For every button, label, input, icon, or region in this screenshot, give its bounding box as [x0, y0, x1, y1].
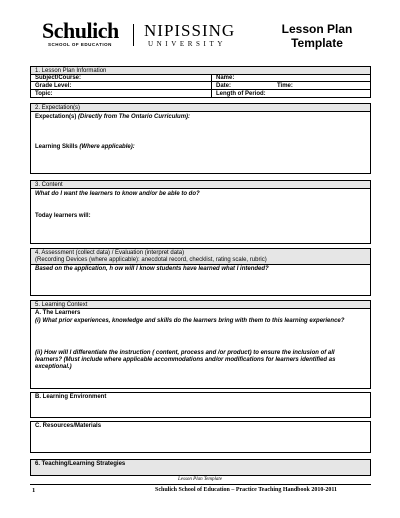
- prior-experience-question: (i) What prior experiences, knowledge and skills do the learners bring with them to this learning experience?: [35, 318, 345, 324]
- learning-skills-line: [35, 144, 135, 151]
- section-4-heading: [30, 248, 371, 265]
- time-label: Time:: [277, 83, 293, 89]
- length-of-period-label: Length of Period:: [216, 91, 266, 97]
- page-title: [272, 22, 362, 50]
- learning-skills-note: (Where applicable):: [79, 144, 135, 150]
- logo-divider: [133, 24, 134, 46]
- expectations-box: [30, 111, 371, 174]
- expectations-line: [35, 114, 190, 121]
- resources-box: [30, 421, 371, 453]
- learning-skills-label: Learning Skills: [35, 144, 78, 150]
- schulich-logo-subtitle: SCHOOL OF EDUCATION: [48, 42, 112, 47]
- info-row-grade: [30, 82, 371, 90]
- footer-template-label: Lesson Plan Template: [178, 477, 222, 482]
- nipissing-logo-subtitle: UNIVERSITY: [148, 40, 226, 48]
- page-number: 1: [32, 487, 36, 494]
- differentiate-question-line-3: exceptional.): [35, 364, 72, 370]
- subject-course-label: Subject/Course:: [35, 75, 82, 81]
- section-6-heading: [30, 459, 371, 476]
- name-label: Name:: [216, 75, 235, 81]
- resources-title: C. Resources/Materials: [35, 423, 102, 429]
- expectations-label: Expectation(s): [35, 114, 77, 120]
- learning-environment-title: B. Learning Environment: [35, 394, 107, 400]
- assessment-heading-line-1: 4. Assessment (collect data) / Evaluation (interpret data): [35, 250, 185, 256]
- learners-title: A. The Learners: [35, 310, 81, 316]
- assessment-heading-line-2: (Recording Devices (where applicable): anecdotal record, checklist, rating scale, rubric): [35, 257, 267, 263]
- content-box: [30, 188, 371, 244]
- assessment-box: [30, 264, 371, 296]
- expectations-note: (Directly from The Ontario Curriculum):: [78, 114, 191, 120]
- title-line-1: Lesson Plan: [281, 22, 353, 36]
- assessment-question: Based on the application, h ow will I know students have learned what I intended?: [35, 266, 269, 272]
- title-line-2: Template: [291, 36, 343, 50]
- section-3-heading: 3. Content: [30, 180, 371, 189]
- topic-label: Topic:: [35, 91, 53, 97]
- schulich-logo: Schulich: [42, 18, 119, 43]
- differentiate-question-line-1: (ii) How will I differentiate the instruction ( content, process and /or product) to ensure the inclusion of all: [35, 350, 335, 356]
- content-question: What do I want the learners to know and/or be able to do?: [35, 191, 200, 197]
- footer-divider: [30, 484, 371, 485]
- date-label: Date:: [216, 83, 232, 89]
- strategies-title: 6. Teaching/Learning Strategies: [35, 461, 126, 467]
- grade-level-label: Grade Level:: [35, 83, 72, 89]
- learning-environment-box: [30, 392, 371, 418]
- info-row-topic: [30, 90, 371, 98]
- section-1-heading: 1. Lesson Plan Information: [30, 66, 371, 75]
- section-2-heading: 2. Expectation(s): [30, 103, 371, 112]
- footer-handbook: Schulich School of Education – Practice Teaching Handbook 2010-2011: [155, 487, 338, 493]
- learners-box: [30, 308, 371, 389]
- info-row-subject: [30, 74, 371, 82]
- nipissing-logo: NIPISSING: [144, 21, 236, 40]
- differentiate-question-line-2: learners? (Must include where applicable accommodations and/or modifications for learners identified as: [35, 357, 336, 363]
- section-5-heading: 5. Learning Context: [30, 300, 371, 309]
- today-learners-label: Today learners will:: [35, 213, 91, 219]
